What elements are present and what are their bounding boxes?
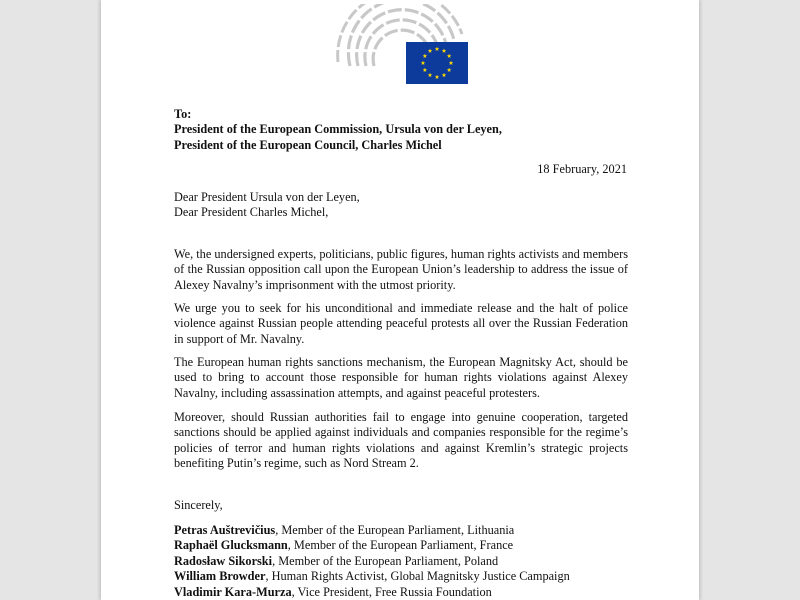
signatory-name: Raphaël Glucksmann — [174, 538, 288, 553]
letter-date: 18 February, 2021 — [537, 162, 627, 176]
signatory-role: , Member of the European Parliament, Lithuania — [275, 523, 515, 537]
to-label: To: — [174, 107, 192, 121]
salutation-block — [174, 190, 628, 221]
body-paragraph: Moreover, should Russian authorities fail to engage into genuine cooperation, targeted sanctions should be applied against individuals and companies responsible for the regime’s policies of terror and human rights violations and against Kremlin’s strategic projects benefiting Putin’s regime, such as Nord Stream 2. — [174, 410, 628, 470]
signatory-role: , Human Rights Activist, Global Magnitsky Justice Campaign — [265, 569, 570, 584]
document-page — [101, 0, 699, 600]
body-paragraph: The European human rights sanctions mechanism, the European Magnitsky Act, should be used to bring to account those responsible for human rights violations against Alexey Navalny, including assassination attempts, and against peaceful protesters. — [174, 355, 628, 400]
signatory-role: , Vice President, Free Russia Foundation — [291, 584, 492, 599]
signatory-name: William Browder — [174, 569, 266, 584]
signatory-name: Vladimir Kara-Murza — [174, 584, 292, 599]
signatories-list — [174, 523, 628, 600]
signatory — [174, 585, 628, 600]
body-paragraph: We, the undersigned experts, politicians, public figures, human rights activists and members of the Russian opposition call upon the European Union’s leadership to address the issue of Alexey Navalny’s imprisonment with the utmost priority. — [174, 247, 628, 292]
signatory-name: Petras Auštrevičius — [174, 523, 276, 537]
signatory — [174, 538, 628, 553]
signatory-role: , Member of the European Parliament, France — [287, 538, 514, 553]
closing: Sincerely, — [174, 498, 223, 512]
signatory — [174, 554, 628, 569]
recipient-line: President of the European Commission, Ursula von der Leyen, — [174, 122, 502, 137]
signatory — [174, 569, 628, 584]
recipient-line: President of the European Council, Charles Michel — [174, 137, 442, 152]
signatory — [174, 523, 628, 538]
salutation-line: Dear President Charles Michel, — [174, 205, 329, 220]
recipients-block — [174, 107, 628, 153]
european-parliament-logo — [334, 4, 470, 84]
body-paragraph: We urge you to seek for his unconditional and immediate release and the halt of police violence against Russian people attending peaceful protests all over the Russian Federation in support of Mr. Navalny. — [174, 301, 628, 346]
signatory-role: , Member of the European Parliament, Poland — [272, 553, 499, 568]
salutation-line: Dear President Ursula von der Leyen, — [174, 190, 360, 204]
signatory-name: Radosław Sikorski — [174, 553, 273, 568]
